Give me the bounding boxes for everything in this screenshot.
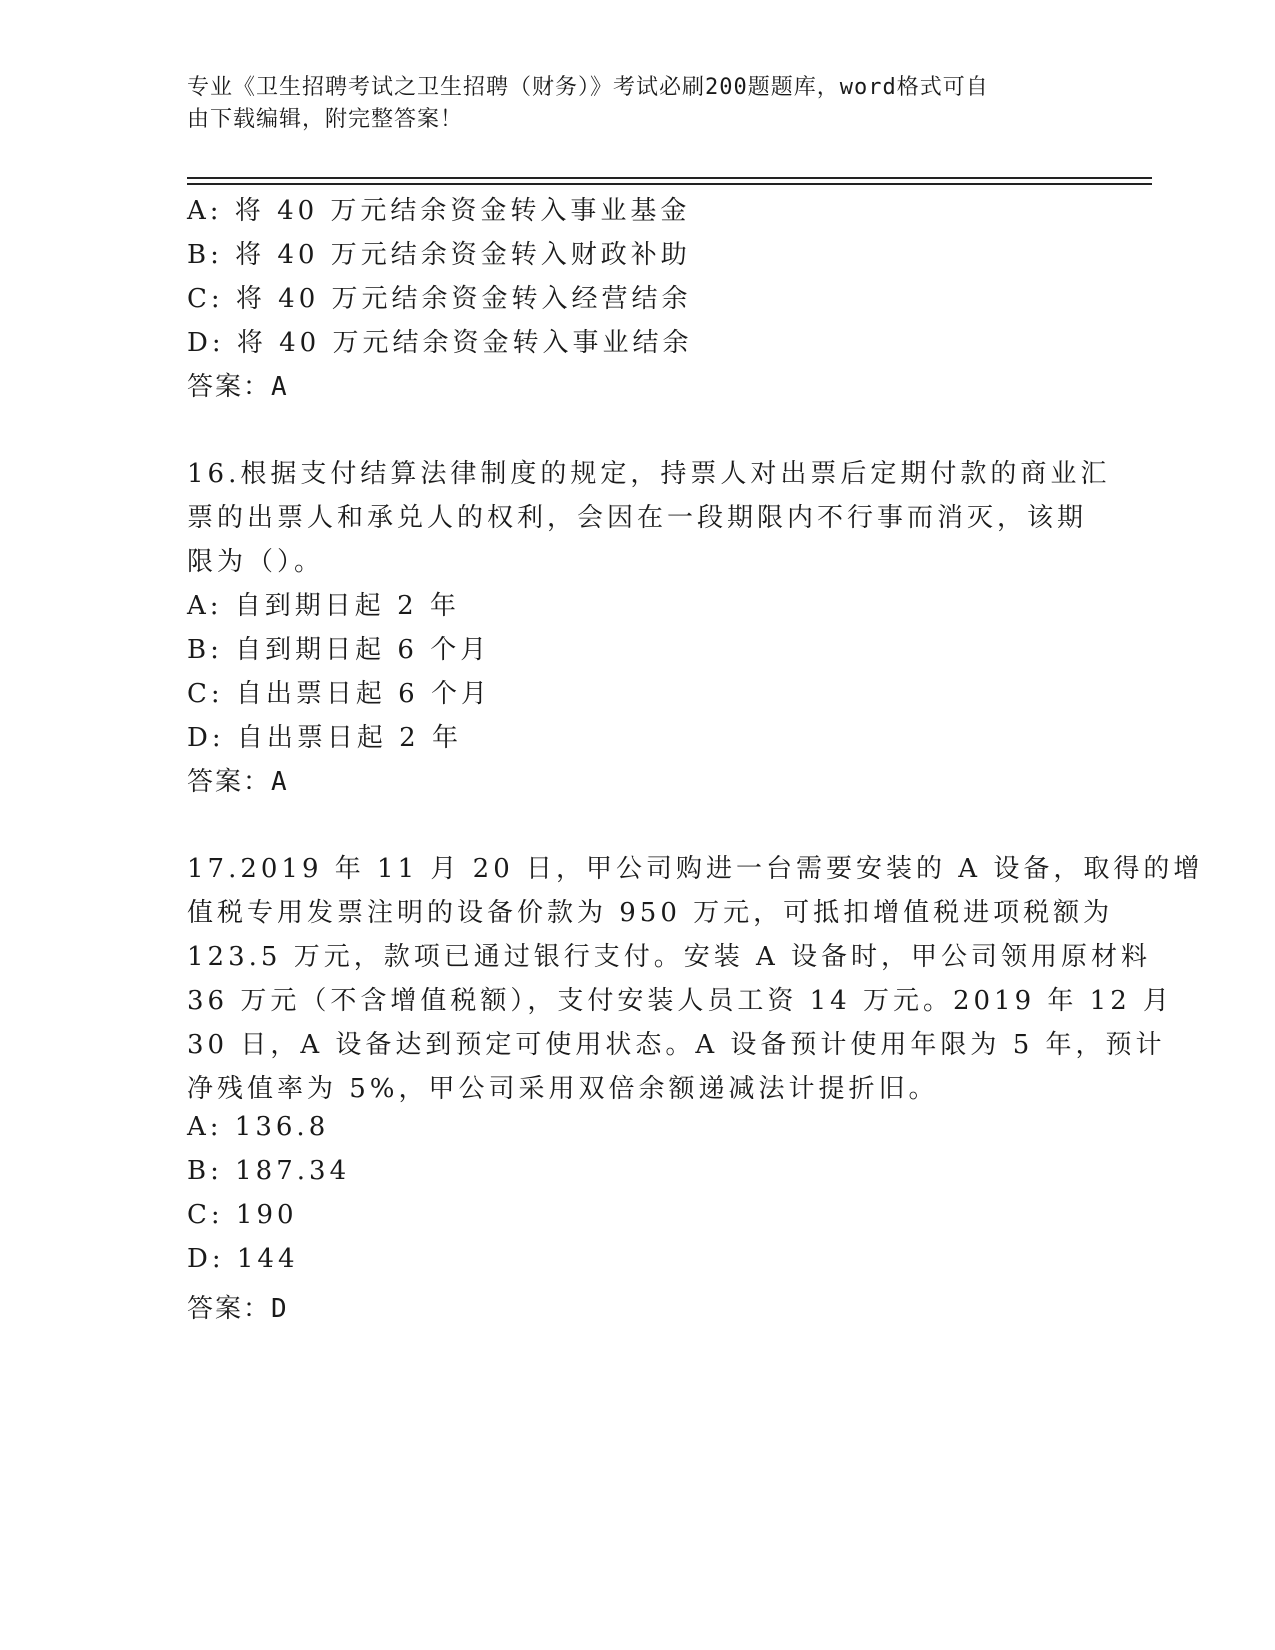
- q17-option-d: D: 144: [187, 1244, 299, 1274]
- q16-option-c: C: 自出票日起 6 个月: [187, 679, 491, 709]
- q15-option-d: D: 将 40 万元结余资金转入事业结余: [187, 328, 693, 358]
- header-line-2: 由下载编辑，附完整答案！: [187, 107, 464, 132]
- q16-stem-line-2: 票的出票人和承兑人的权利，会因在一段期限内不行事而消灭，该期: [187, 503, 1088, 533]
- header-divider-bottom: [187, 183, 1152, 185]
- q17-option-b: B: 187.34: [187, 1156, 351, 1186]
- q17-stem-line-6: 净残值率为 5%，甲公司采用双倍余额递减法计提折旧。: [187, 1074, 939, 1104]
- q15-option-c: C: 将 40 万元结余资金转入经营结余: [187, 284, 692, 314]
- q16-stem-line-3: 限为（）。: [187, 547, 325, 577]
- q16-stem-line-1: 16.根据支付结算法律制度的规定，持票人对出票后定期付款的商业汇: [187, 459, 1111, 489]
- q17-stem-line-1: 17.2019 年 11 月 20 日，甲公司购进一台需要安装的 A 设备，取得的增: [187, 854, 1204, 884]
- q16-answer: 答案：A: [187, 767, 289, 797]
- q16-option-b: B: 自到期日起 6 个月: [187, 635, 491, 665]
- q17-stem-line-4: 36 万元（不含增值税额），支付安装人员工资 14 万元。2019 年 12 月: [187, 986, 1174, 1016]
- header-line-1: 专业《卫生招聘考试之卫生招聘（财务）》考试必刷200题题库，word格式可自: [187, 75, 989, 100]
- q15-option-a: A: 将 40 万元结余资金转入事业基金: [187, 196, 691, 226]
- q17-stem-line-2: 值税专用发票注明的设备价款为 950 万元，可抵扣增值税进项税额为: [187, 898, 1114, 928]
- q17-stem-line-5: 30 日，A 设备达到预定可使用状态。A 设备预计使用年限为 5 年，预计: [187, 1030, 1166, 1060]
- document-header: [187, 72, 1067, 136]
- q16-option-a: A: 自到期日起 2 年: [187, 591, 460, 621]
- q15-answer: 答案：A: [187, 372, 289, 402]
- q17-option-a: A: 136.8: [187, 1112, 330, 1142]
- q17-stem-line-3: 123.5 万元，款项已通过银行支付。安装 A 设备时，甲公司领用原材料: [187, 942, 1152, 972]
- q16-option-d: D: 自出票日起 2 年: [187, 723, 462, 753]
- q17-option-c: C: 190: [187, 1200, 298, 1230]
- header-divider-top: [187, 177, 1152, 179]
- q17-answer: 答案：D: [187, 1294, 289, 1324]
- q15-option-b: B: 将 40 万元结余资金转入财政补助: [187, 240, 691, 270]
